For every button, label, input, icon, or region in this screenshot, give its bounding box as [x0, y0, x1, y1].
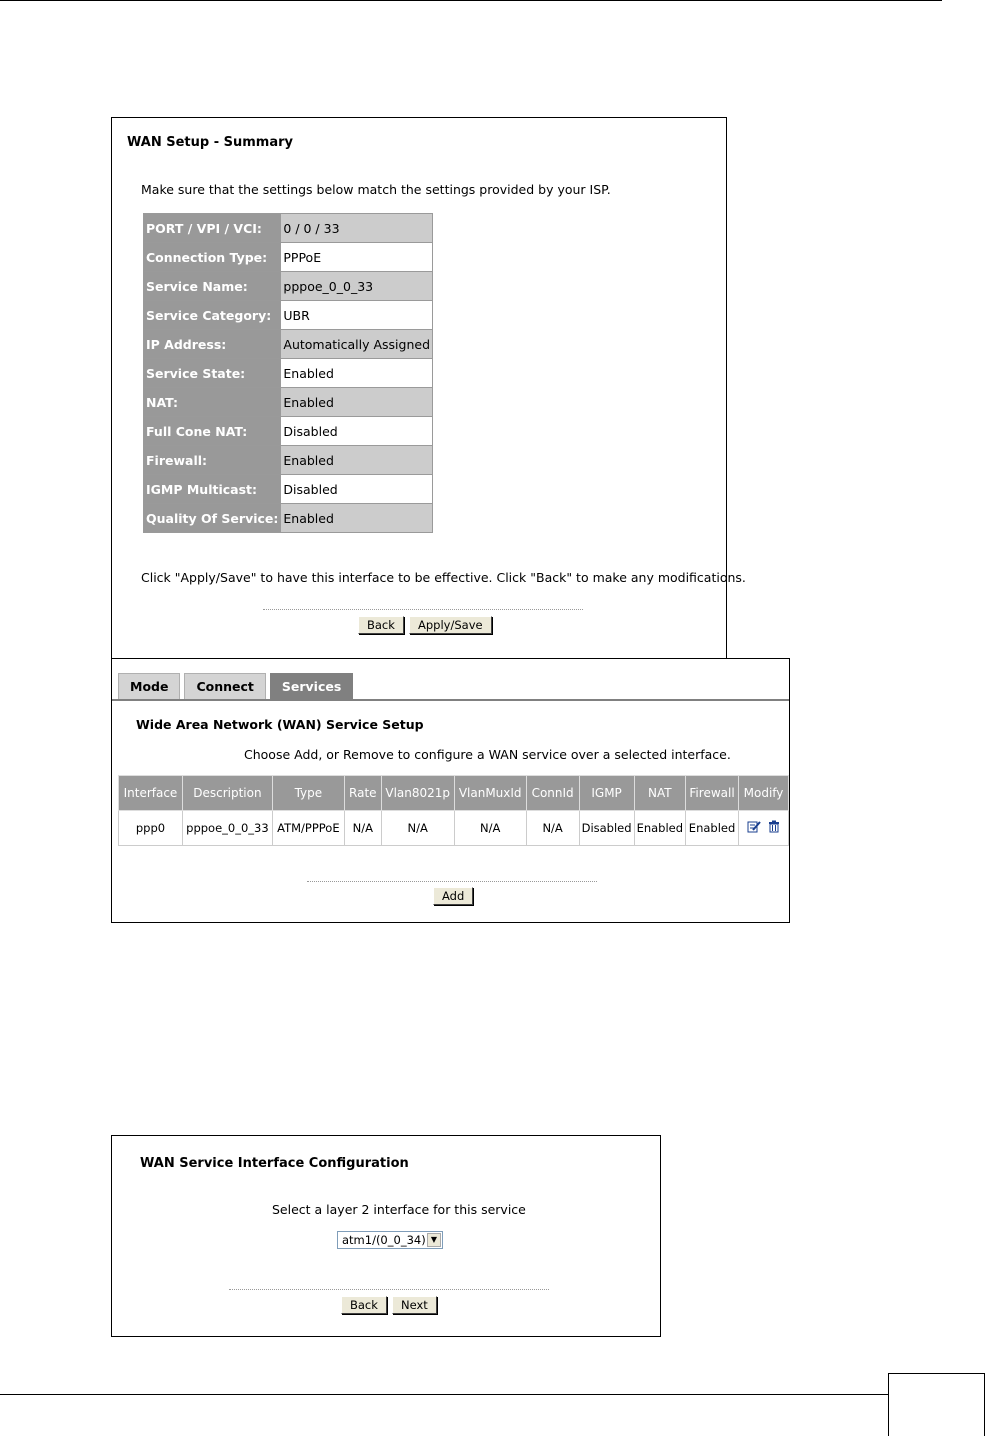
cell-description: pppoe_0_0_33 — [182, 811, 272, 846]
summary-intro: Make sure that the settings below match the settings provided by your ISP. — [141, 182, 611, 197]
summary-row: IP Address: Automatically Assigned — [144, 330, 433, 359]
cell-nat: Enabled — [634, 811, 685, 846]
summary-row: Service Category: UBR — [144, 301, 433, 330]
back-button[interactable]: Back — [341, 1296, 387, 1314]
service-setup-instruction: Choose Add, or Remove to configure a WAN service over a selected interface. — [244, 747, 731, 762]
summary-row: NAT: Enabled — [144, 388, 433, 417]
next-button[interactable]: Next — [392, 1296, 437, 1314]
tab-services[interactable]: Services — [270, 673, 353, 699]
bottom-rule — [0, 1394, 888, 1395]
col-interface: Interface — [119, 776, 183, 811]
col-vlan8021p: Vlan8021p — [381, 776, 454, 811]
config-title: WAN Service Interface Configuration — [140, 1156, 409, 1171]
col-description: Description — [182, 776, 272, 811]
wan-service-interface-panel — [111, 1135, 661, 1337]
summary-row: Full Cone NAT: Disabled — [144, 417, 433, 446]
apply-save-button[interactable]: Apply/Save — [409, 616, 492, 634]
summary-row: Firewall: Enabled — [144, 446, 433, 475]
tab-underline — [112, 699, 789, 701]
cell-modify — [739, 811, 789, 846]
col-connid: ConnId — [526, 776, 579, 811]
divider — [229, 1289, 549, 1290]
tab-bar — [118, 673, 353, 699]
summary-row: Service State: Enabled — [144, 359, 433, 388]
col-nat: NAT — [634, 776, 685, 811]
summary-title: WAN Setup - Summary — [127, 135, 293, 150]
layer2-interface-select[interactable] — [337, 1231, 443, 1249]
services-table — [118, 775, 789, 846]
cell-vlan8021p: N/A — [381, 811, 454, 846]
divider — [307, 881, 597, 882]
summary-row: IGMP Multicast: Disabled — [144, 475, 433, 504]
cell-rate: N/A — [344, 811, 381, 846]
edit-icon[interactable] — [747, 820, 761, 836]
wan-service-setup-panel — [111, 658, 790, 923]
col-type: Type — [272, 776, 344, 811]
summary-table — [143, 213, 433, 533]
cell-vlanmuxid: N/A — [454, 811, 526, 846]
divider — [263, 609, 583, 610]
cell-firewall: Enabled — [686, 811, 739, 846]
page-number-box — [888, 1373, 985, 1436]
tab-mode[interactable]: Mode — [118, 673, 180, 699]
tab-connect[interactable]: Connect — [184, 673, 265, 699]
service-setup-title: Wide Area Network (WAN) Service Setup — [136, 717, 424, 732]
back-button[interactable]: Back — [358, 616, 404, 634]
summary-row: Connection Type: PPPoE — [144, 243, 433, 272]
wan-setup-summary-panel — [111, 117, 746, 659]
col-modify: Modify — [739, 776, 789, 811]
cell-igmp: Disabled — [579, 811, 634, 846]
col-rate: Rate — [344, 776, 381, 811]
add-button[interactable]: Add — [433, 887, 473, 905]
select-value: atm1/(0_0_34) — [342, 1233, 426, 1247]
col-igmp: IGMP — [579, 776, 634, 811]
trash-icon[interactable] — [768, 820, 780, 836]
cell-type: ATM/PPPoE — [272, 811, 344, 846]
table-row — [119, 811, 789, 846]
col-vlanmuxid: VlanMuxId — [454, 776, 526, 811]
chevron-down-icon[interactable]: ▼ — [427, 1233, 441, 1247]
top-rule — [0, 0, 942, 1]
summary-note: Click "Apply/Save" to have this interface to be effective. Click "Back" to make any modifications. — [141, 570, 746, 585]
cell-connid: N/A — [526, 811, 579, 846]
config-instruction: Select a layer 2 interface for this service — [272, 1202, 526, 1217]
col-firewall: Firewall — [686, 776, 739, 811]
cell-interface: ppp0 — [119, 811, 183, 846]
summary-row: PORT / VPI / VCI: 0 / 0 / 33 — [144, 214, 433, 243]
summary-row: Service Name: pppoe_0_0_33 — [144, 272, 433, 301]
summary-row: Quality Of Service: Enabled — [144, 504, 433, 533]
